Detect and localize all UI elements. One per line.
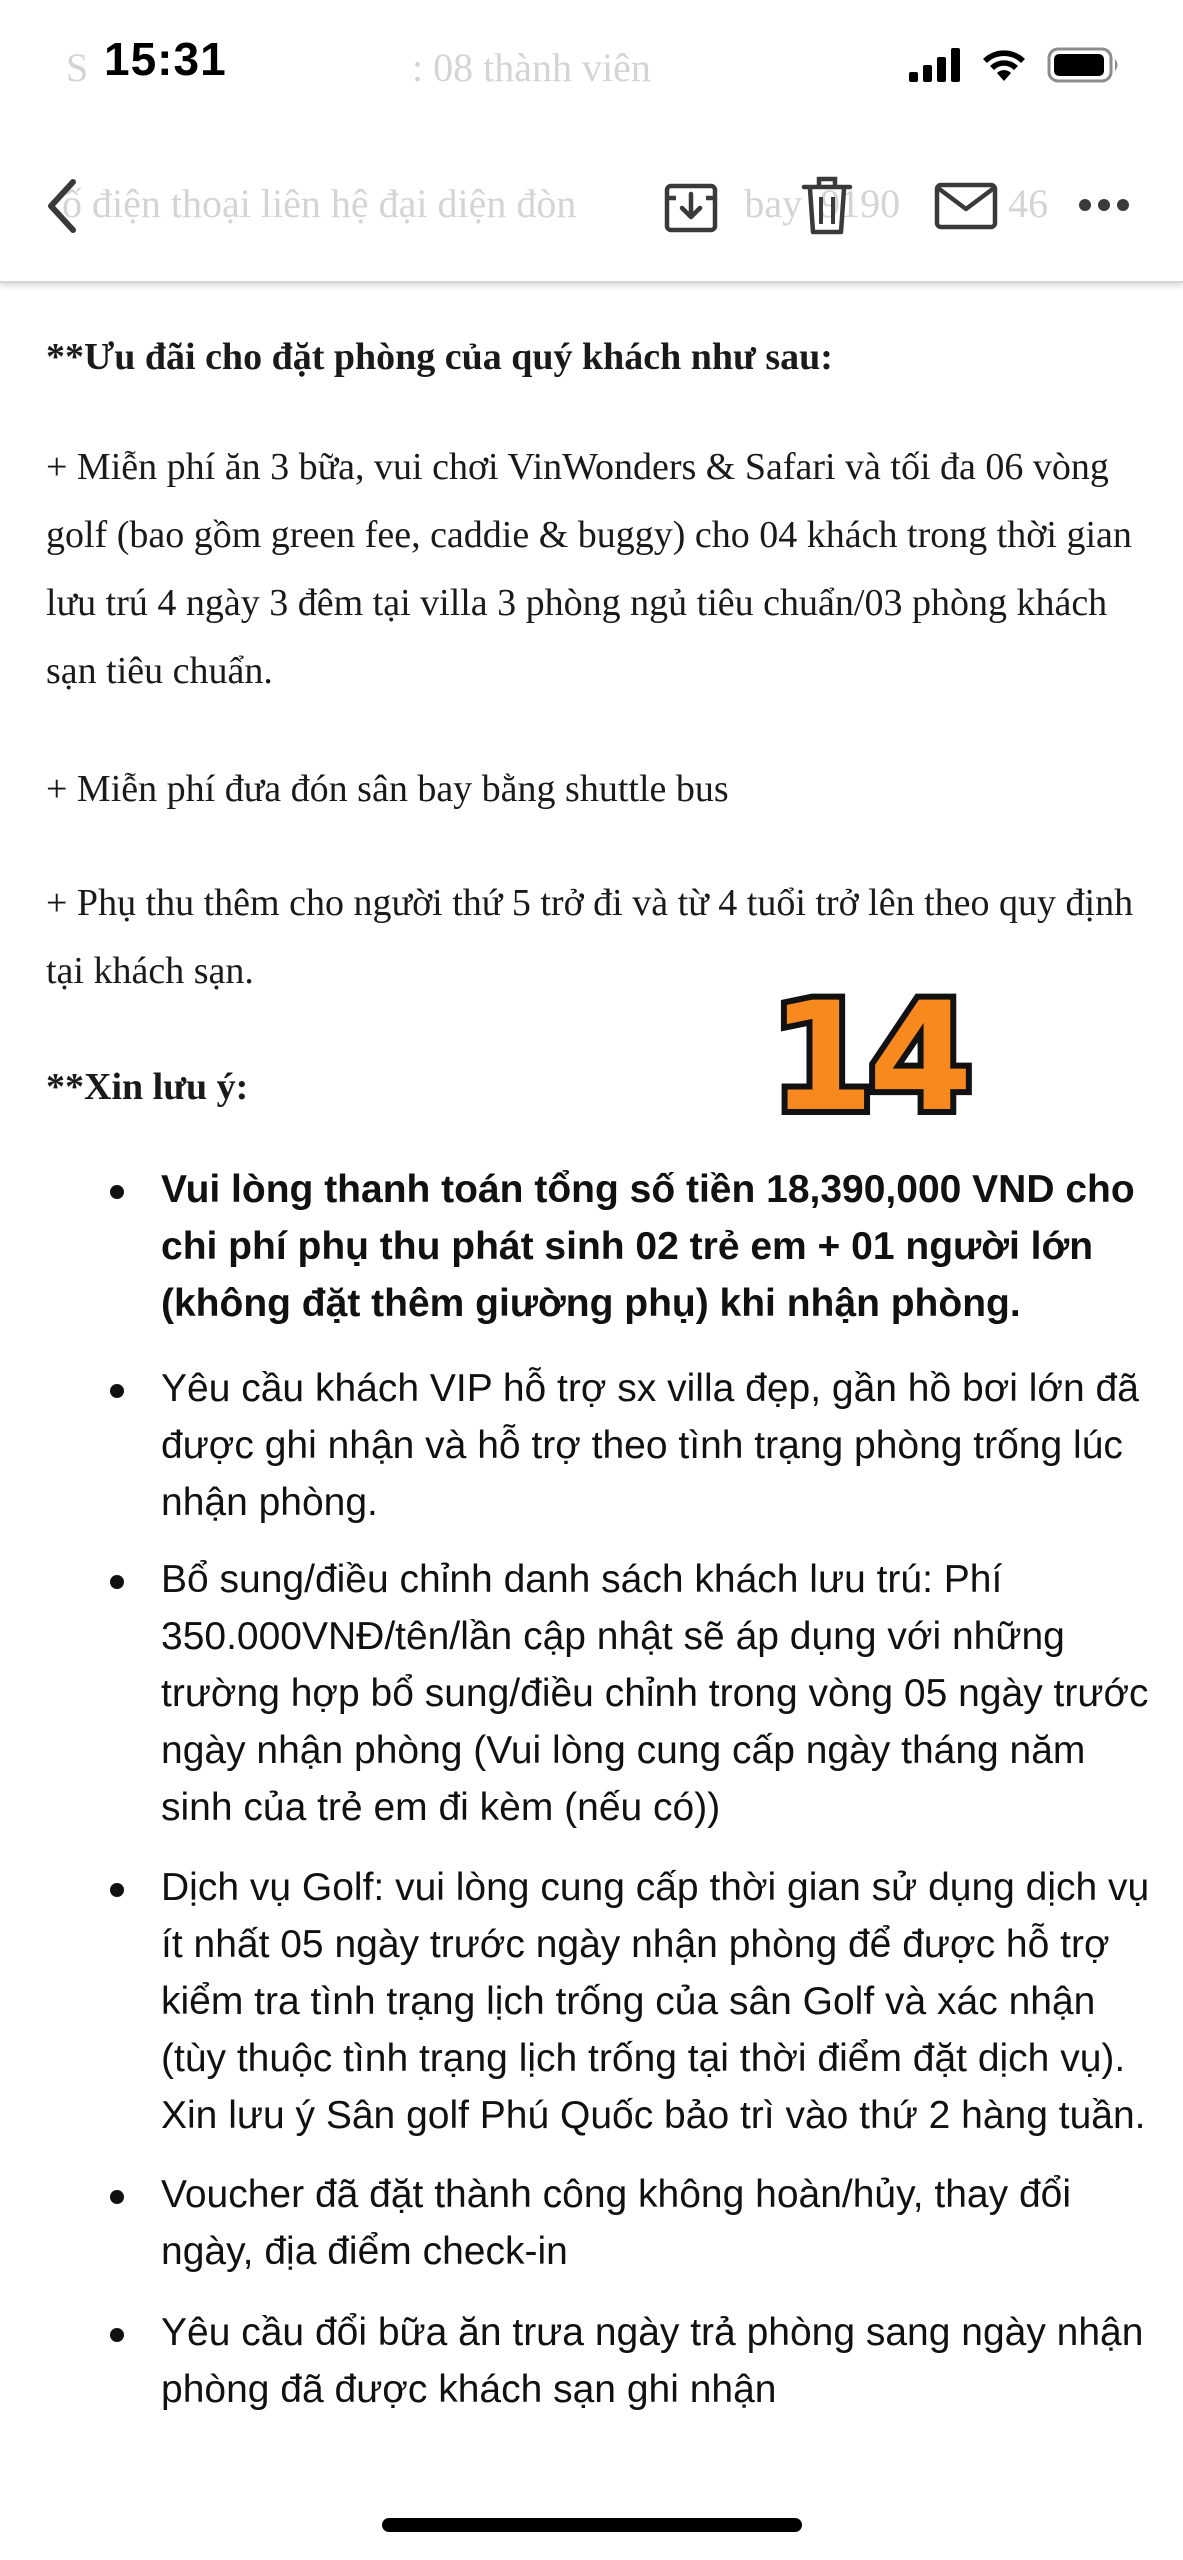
archive-button[interactable] — [660, 176, 722, 238]
wifi-icon — [981, 48, 1027, 82]
notes-heading: **Xin lưu ý: — [46, 1066, 249, 1108]
status-icons — [909, 44, 1121, 86]
back-chevron-icon — [45, 178, 79, 234]
more-button[interactable] — [1076, 190, 1132, 220]
note-vip-villa: Yêu cầu khách VIP hỗ trợ sx villa đẹp, gần hồ bơi lớn đã được ghi nhận và hỗ trợ theo tình trạng phòng trống lúc nhận phòng. — [0, 1360, 1183, 1531]
status-time: 15:31 — [104, 33, 227, 85]
mail-icon — [934, 181, 998, 231]
more-icon — [1078, 198, 1130, 212]
home-indicator[interactable] — [382, 2518, 802, 2532]
back-button[interactable] — [38, 176, 86, 236]
offer-shuttle: + Miễn phí đưa đón sân bay bằng shuttle bus — [46, 768, 729, 810]
offer-meals-golf: + Miễn phí ăn 3 bữa, vui chơi VinWonders & Safari và tối đa 06 vòng golf (bao gồm green fee, caddie & buggy) cho 04 khách trong thời gian lưu trú 4 ngày 3 đêm tại villa 3 phòng ngủ tiêu chuẩn/03 phòng khách sạn tiêu chuẩn. — [46, 446, 1132, 692]
notes-list — [0, 1161, 1183, 2418]
note-golf: Dịch vụ Golf: vui lòng cung cấp thời gian sử dụng dịch vụ ít nhất 05 ngày trước ngày nhận phòng để được hỗ trợ kiểm tra tình trạng lịch trống của sân Golf và xác nhận (tùy thuộc tình trạng lịch trống tại thời điểm đặt dịch vụ). Xin lưu ý Sân golf Phú Quốc bảo trì vào thứ 2 hàng tuần. — [0, 1859, 1183, 2144]
note-guest-list: Bổ sung/điều chỉnh danh sách khách lưu trú: Phí 350.000VNĐ/tên/lần cập nhật sẽ áp dụng với những trường hợp bổ sung/điều chỉnh trong vòng 05 ngày trước ngày nhận phòng (Vui lòng cung cấp ngày tháng năm sinh của trẻ em đi kèm (nếu có)) — [0, 1551, 1183, 1836]
offers-heading: **Ưu đãi cho đặt phòng của quý khách như sau: — [46, 336, 833, 378]
note-payment: Vui lòng thanh toán tổng số tiền 18,390,000 VND cho chi phí phụ thu phát sinh 02 trẻ em + 01 người lớn (không đặt thêm giường phụ) khi nhận phòng. — [0, 1161, 1183, 1332]
ghost-subject-text: S — [66, 45, 89, 90]
ghost-members-text: : 08 thành viên — [412, 45, 651, 90]
trash-icon — [801, 175, 853, 237]
top-bar — [0, 0, 1183, 283]
battery-icon — [1047, 47, 1121, 83]
note-voucher: Voucher đã đặt thành công không hoàn/hủy, thay đổi ngày, địa điểm check-in — [0, 2166, 1183, 2280]
archive-download-icon — [662, 178, 720, 236]
number-badge: 14 — [770, 971, 967, 1145]
offer-surcharge: + Phụ thu thêm cho người thứ 5 trở đi và từ 4 tuổi trở lên theo quy định tại khách sạn. — [46, 882, 1134, 992]
ghost-phone-text: ố điện thoại liên hệ đại diện đòn bay 9190 46 — [62, 181, 1049, 226]
mail-button[interactable] — [932, 178, 1000, 234]
delete-button[interactable] — [798, 174, 856, 238]
note-lunch: Yêu cầu đổi bữa ăn trưa ngày trả phòng sang ngày nhận phòng đã được khách sạn ghi nhận — [0, 2304, 1183, 2418]
cellular-signal-icon — [909, 48, 961, 82]
